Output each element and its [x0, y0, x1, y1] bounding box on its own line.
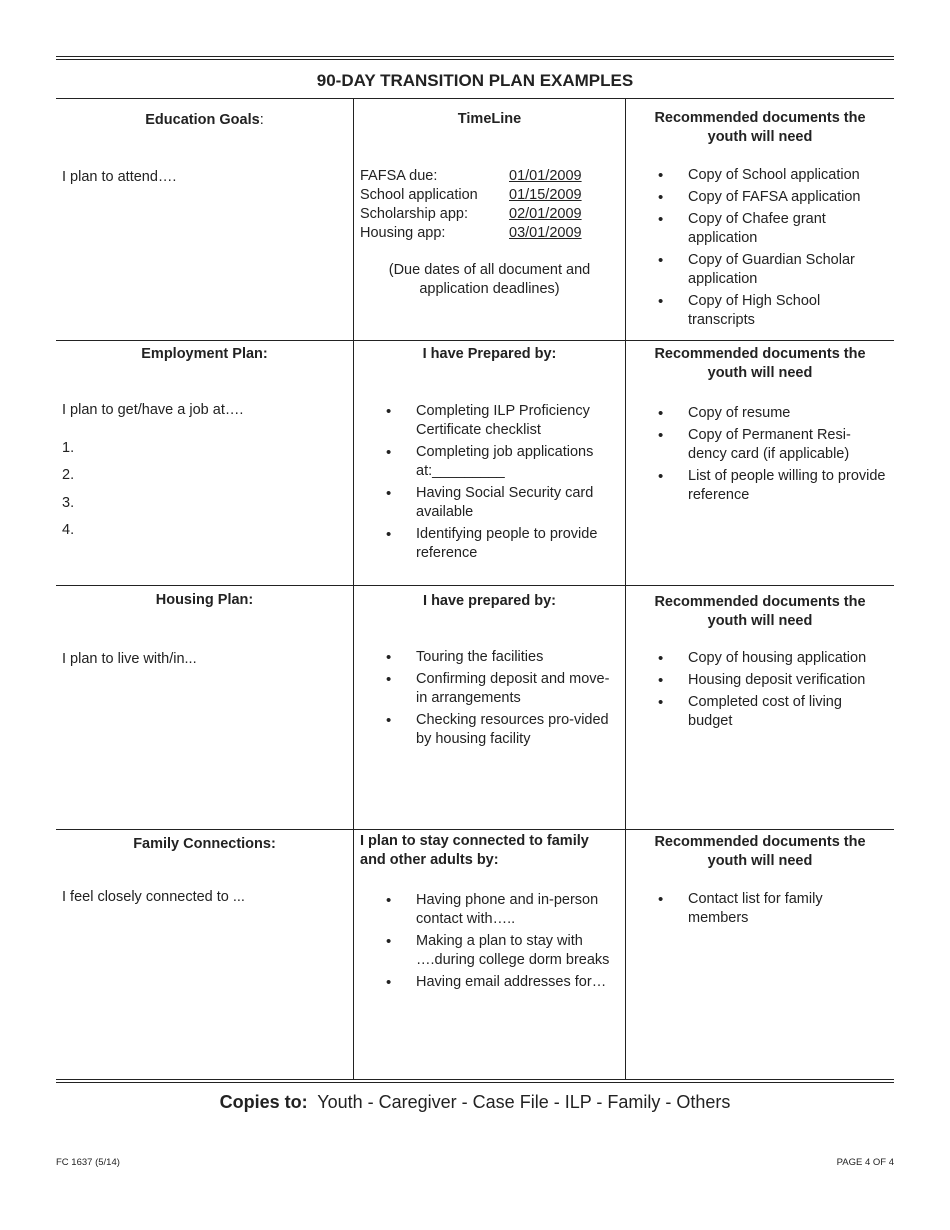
list-item: 2.: [62, 467, 75, 483]
housing-docs-cell: [626, 585, 895, 829]
family-prepared-heading: I plan to stay connected to family and other adults by:: [360, 832, 589, 868]
education-docs-cell: [626, 99, 895, 340]
list-item: • Identifying people to provide reference: [354, 525, 625, 563]
housing-prepared-cell: [354, 585, 626, 829]
list-item: • Copy of housing application: [626, 649, 894, 668]
education-goals-heading: Education Goals:: [145, 112, 264, 128]
family-statement: I feel closely connected to ...: [62, 888, 245, 905]
housing-row: [56, 585, 894, 829]
list-item: • Copy of School application: [626, 166, 894, 185]
copies-label: Copies to:: [219, 1092, 308, 1112]
timeline-item: FAFSA due: 01/01/2009: [360, 168, 582, 184]
housing-statement: I plan to live with/in...: [62, 650, 197, 667]
family-docs-cell: [626, 829, 895, 1079]
list-item: • Contact list for family members: [626, 890, 894, 928]
list-item: • Having phone and in-person contact with…..: [354, 891, 625, 929]
housing-prepared-heading: I have prepared by:: [423, 592, 556, 609]
employment-prepared-list: [354, 402, 625, 563]
family-row: [56, 829, 894, 1079]
page-title: 90-DAY TRANSITION PLAN EXAMPLES: [56, 60, 894, 99]
list-item: • Completing ILP Proficiency Certificate checklist: [354, 402, 625, 440]
employment-statement: I plan to get/have a job at….: [62, 401, 244, 418]
timeline-list: [354, 167, 625, 243]
family-prepared-cell: [354, 829, 626, 1079]
housing-plan-heading: Housing Plan:: [155, 591, 254, 608]
family-connections-heading: Family Connections:: [133, 835, 276, 852]
housing-prepared-list: [354, 648, 625, 749]
list-item: • Housing deposit verification: [626, 671, 894, 690]
employment-row: [56, 340, 894, 585]
list-item: • Copy of Chafee grant application: [626, 210, 894, 248]
list-item: • Completing job applications at:_________: [354, 443, 625, 481]
education-goals-cell: [56, 99, 354, 340]
education-row: [56, 99, 894, 340]
list-item: • Having Social Security card available: [354, 484, 625, 522]
employment-docs-list: [626, 404, 894, 505]
list-item: • Checking resources pro-vided by housing facility: [354, 711, 625, 749]
timeline-item: School application 01/15/2009: [360, 187, 582, 203]
transition-plan-table: [56, 99, 894, 1079]
list-item: 1.: [62, 439, 75, 456]
form-id: FC 1637 (5/14): [56, 1157, 120, 1168]
list-item: 4.: [62, 522, 75, 538]
housing-docs-heading: Recommended documents the youth will need: [654, 593, 866, 629]
family-prepared-list: [354, 891, 625, 992]
timeline-item: Scholarship app: 02/01/2009: [360, 206, 582, 222]
education-docs-heading: Recommended documents the youth will need: [654, 110, 866, 145]
employment-docs-cell: [626, 340, 895, 585]
list-item: • Copy of FAFSA application: [626, 188, 894, 207]
list-item: • Making a plan to stay with ….during college dorm breaks: [354, 932, 625, 970]
employment-plan-heading: Employment Plan:: [141, 345, 268, 362]
employment-docs-heading: Recommended documents the youth will need: [654, 345, 866, 381]
timeline-note: (Due dates of all document and application deadlines): [388, 262, 591, 297]
employment-numbered-list: [56, 439, 353, 549]
timeline-cell: [354, 99, 626, 340]
list-item: 3.: [62, 494, 75, 511]
family-connections-cell: [56, 829, 354, 1079]
bottom-double-rule: [56, 1079, 894, 1083]
employment-prepared-heading: I have Prepared by:: [422, 345, 557, 362]
list-item: • Copy of Guardian Scholar application: [626, 251, 894, 289]
employment-plan-cell: [56, 340, 354, 585]
copies-to-line: [56, 1092, 894, 1113]
form-page: [56, 56, 894, 1113]
list-item: • Touring the facilities: [354, 648, 625, 667]
timeline-item: Housing app: 03/01/2009: [360, 225, 582, 241]
employment-prepared-cell: [354, 340, 626, 585]
education-statement: I plan to attend….: [62, 169, 177, 185]
housing-plan-cell: [56, 585, 354, 829]
list-item: • List of people willing to provide reference: [626, 467, 894, 505]
list-item: • Copy of High School transcripts: [626, 292, 894, 330]
list-item: • Copy of resume: [626, 404, 894, 423]
family-docs-list: [626, 890, 894, 928]
housing-docs-list: [626, 649, 894, 731]
copies-value: Youth - Caregiver - Case File - ILP - Family - Others: [317, 1092, 731, 1112]
page-number: PAGE 4 OF 4: [836, 1157, 894, 1168]
education-docs-list: [626, 166, 894, 330]
list-item: • Copy of Permanent Resi-dency card (if applicable): [626, 426, 894, 464]
list-item: • Completed cost of living budget: [626, 693, 894, 731]
family-docs-heading: Recommended documents the youth will need: [654, 833, 866, 869]
list-item: • Confirming deposit and move-in arrangements: [354, 670, 625, 708]
list-item: • Having email addresses for…: [354, 973, 625, 992]
timeline-heading: TimeLine: [457, 111, 522, 127]
